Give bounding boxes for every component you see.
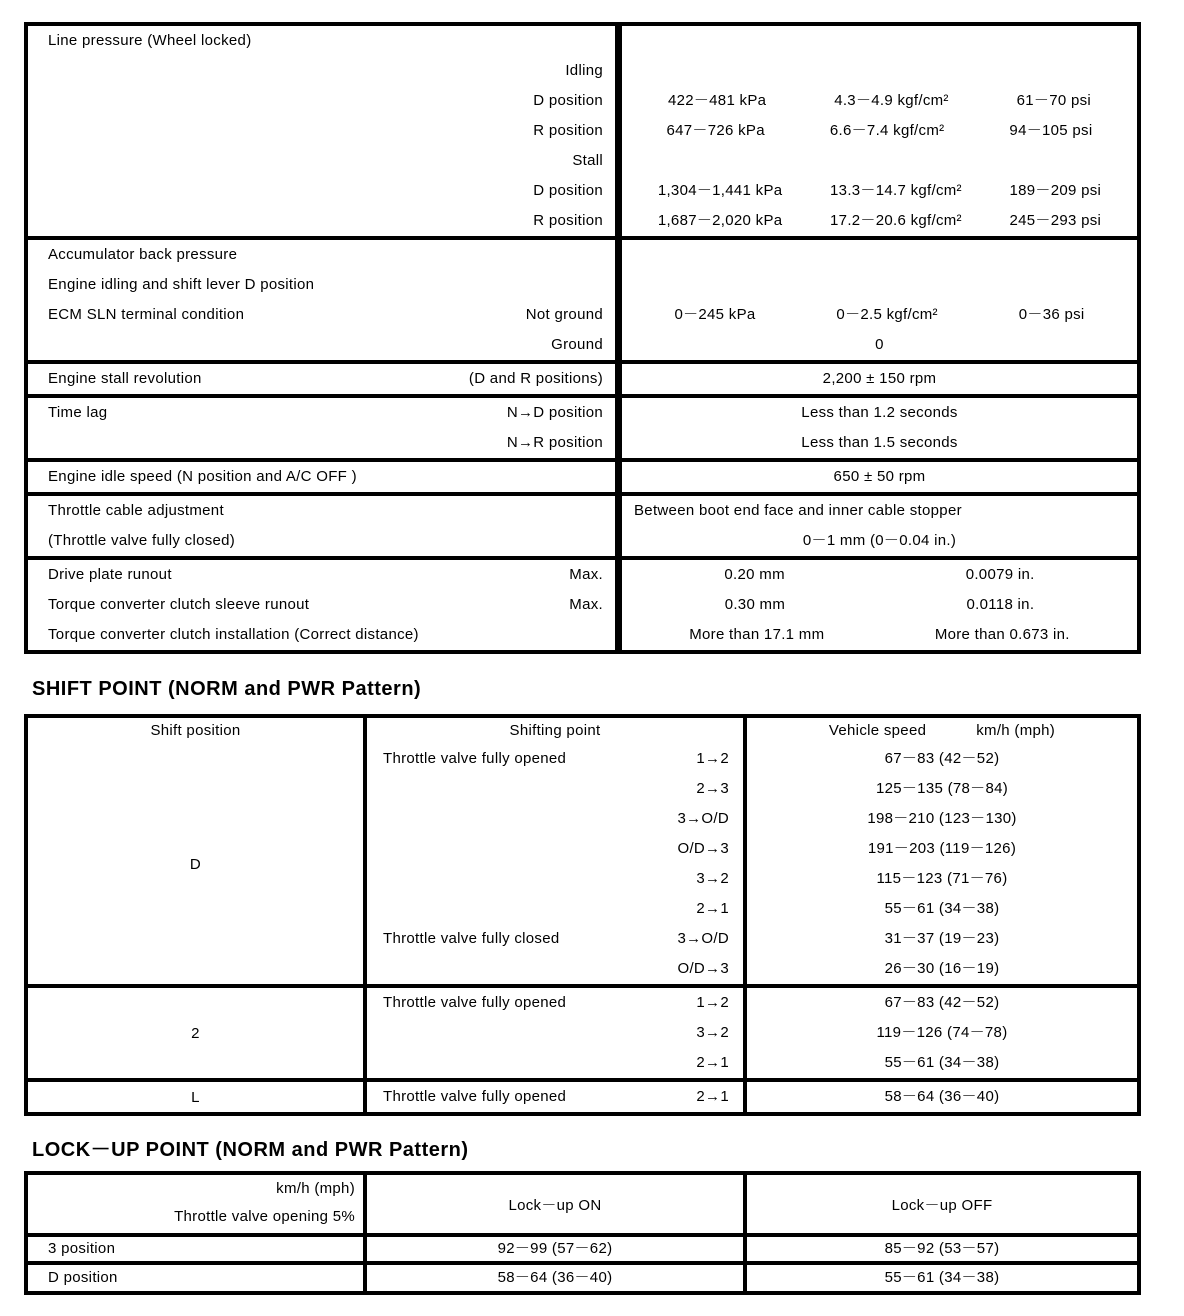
value: 61－70 psi: [1016, 92, 1092, 109]
throttle-condition: Throttle valve fully opened: [383, 994, 567, 1011]
shift-position: 2: [191, 1024, 200, 1042]
value: 0: [875, 336, 884, 353]
value: 0－245 kPa: [674, 306, 756, 323]
shift-position: D: [189, 855, 202, 873]
vehicle-speed: 67－83 (42－52): [884, 994, 1000, 1011]
shifting-point-row: [367, 924, 743, 954]
lockup-point-table: [24, 1171, 1141, 1295]
shifting-point-row: [367, 804, 743, 834]
shift-group-2: [28, 988, 1137, 1078]
vehicle-speed-row: [747, 1018, 1137, 1048]
value: Less than 1.2 seconds: [801, 404, 958, 421]
shift-change: 3→O/D: [677, 930, 729, 947]
label: Idling: [565, 62, 603, 79]
value: 6.6－7.4 kgf/cm²: [829, 122, 945, 139]
vehicle-speed-row: [747, 774, 1137, 804]
line-pressure-section: [28, 26, 1137, 236]
shift-change: 1→2: [696, 750, 729, 767]
column-header: Shifting point: [509, 722, 601, 739]
vehicle-speed: 198－210 (123－130): [867, 810, 1017, 827]
specifications-table: [24, 22, 1141, 654]
shift-change: 3→2: [696, 1024, 729, 1041]
shift-group-D: [28, 744, 1137, 984]
label: Torque converter clutch installation (Correct distance): [48, 626, 419, 643]
vehicle-speed: 115－123 (71－76): [876, 870, 1008, 887]
idle-section: [28, 462, 1137, 492]
value: 92－99 (57－62): [497, 1240, 613, 1257]
label: Torque converter clutch sleeve runout: [48, 596, 310, 613]
shift-group-L: [28, 1082, 1137, 1112]
label: Engine idle speed (N position and A/C OFF ): [48, 468, 357, 485]
vehicle-speed-row: [747, 954, 1137, 984]
shift-point-table: [24, 714, 1141, 1116]
vehicle-speed-row: [747, 988, 1137, 1018]
label: Accumulator back pressure: [48, 246, 238, 263]
shift-change: 3→O/D: [677, 810, 729, 827]
label: Engine idling and shift lever D position: [48, 276, 315, 293]
vehicle-speed: 31－37 (19－23): [884, 930, 1000, 947]
label: (Throttle valve fully closed): [48, 532, 236, 549]
shift-change: 2→1: [696, 900, 729, 917]
value: Between boot end face and inner cable stopper: [634, 502, 962, 519]
vehicle-speed: 125－135 (78－84): [875, 780, 1009, 797]
throttle-label: Throttle valve opening 5%: [174, 1208, 355, 1225]
value: More than 17.1 mm: [689, 626, 825, 643]
label: D position: [533, 182, 603, 199]
label: Line pressure (Wheel locked): [48, 32, 252, 49]
runout-section: [28, 560, 1137, 650]
value: 2,200 ± 150 rpm: [822, 370, 937, 387]
shift-change: 1→2: [696, 994, 729, 1011]
column-header: Vehicle speed: [828, 722, 927, 739]
value: 0－36 psi: [1018, 306, 1085, 323]
throttle-section: [28, 496, 1137, 556]
unit-label: km/h (mph): [276, 1180, 355, 1197]
value: 1,304－1,441 kPa: [657, 182, 783, 199]
label: Max.: [569, 596, 603, 613]
shifting-point-row: [367, 864, 743, 894]
label: Engine stall revolution: [48, 370, 202, 387]
label: Max.: [569, 566, 603, 583]
label: Time lag: [48, 404, 108, 421]
value: 0.0079 in.: [965, 566, 1035, 583]
table-row: [28, 1237, 1137, 1261]
shifting-point-row: [367, 954, 743, 984]
value: 85－92 (53－57): [884, 1240, 1000, 1257]
value: 0－1 mm (0－0.04 in.): [802, 532, 957, 549]
shifting-point-row: [367, 774, 743, 804]
throttle-condition: Throttle valve fully opened: [383, 1088, 567, 1105]
vehicle-speed-row: [747, 744, 1137, 774]
vehicle-speed: 26－30 (16－19): [884, 960, 1000, 977]
vehicle-speed-row: [747, 894, 1137, 924]
label: R position: [533, 212, 603, 229]
value: 647－726 kPa: [666, 122, 765, 139]
lockup-point-title: LOCK－UP POINT (NORM and PWR Pattern): [32, 1139, 469, 1161]
value: 1,687－2,020 kPa: [657, 212, 783, 229]
value: 58－64 (36－40): [497, 1269, 613, 1286]
value: 17.2－20.6 kgf/cm²: [830, 212, 962, 229]
column-header: Lock－up ON: [508, 1196, 602, 1214]
shift-change: 2→3: [696, 780, 729, 797]
accumulator-section: [28, 240, 1137, 360]
value: More than 0.673 in.: [934, 626, 1070, 643]
value: 94－105 psi: [1009, 122, 1093, 139]
shifting-point-row: [367, 894, 743, 924]
vehicle-speed: 58－64 (36－40): [884, 1088, 1000, 1105]
value: 55－61 (34－38): [884, 1269, 1000, 1286]
throttle-condition: Throttle valve fully opened: [383, 750, 567, 767]
vehicle-speed-row: [747, 1048, 1137, 1078]
position: 3 position: [48, 1240, 116, 1257]
shifting-point-row: [367, 744, 743, 774]
label: Not ground: [525, 306, 603, 323]
label: N→R position: [506, 434, 603, 451]
value: 189－209 psi: [1009, 182, 1102, 199]
vehicle-speed: 191－203 (119－126): [867, 840, 1017, 857]
value: 4.3－4.9 kgf/cm²: [834, 92, 949, 109]
table-row: [28, 1265, 1137, 1291]
label: R position: [533, 122, 603, 139]
vehicle-speed-row: [747, 864, 1137, 894]
shifting-point-row: [367, 988, 743, 1018]
vehicle-speed: 67－83 (42－52): [884, 750, 1000, 767]
value: 13.3－14.7 kgf/cm²: [830, 182, 962, 199]
vehicle-speed: 55－61 (34－38): [884, 1054, 1000, 1071]
vehicle-speed: 119－126 (74－78): [876, 1024, 1008, 1041]
value: 0.0118 in.: [966, 596, 1035, 613]
value: 245－293 psi: [1009, 212, 1102, 229]
vehicle-speed-row: [747, 924, 1137, 954]
value: 422－481 kPa: [667, 92, 767, 109]
vehicle-speed-row: [747, 1082, 1137, 1112]
column-header: Shift position: [150, 722, 241, 739]
value: Less than 1.5 seconds: [801, 434, 958, 451]
label: Stall: [572, 152, 603, 169]
throttle-condition: Throttle valve fully closed: [383, 930, 560, 947]
shifting-point-row: [367, 834, 743, 864]
shifting-point-row: [367, 1082, 743, 1112]
header-row: [28, 718, 1137, 744]
vehicle-speed-row: [747, 834, 1137, 864]
value: 0－2.5 kgf/cm²: [836, 306, 938, 323]
shift-change: 2→1: [696, 1088, 729, 1105]
label: Ground: [551, 336, 603, 353]
value: 0.30 mm: [724, 596, 786, 613]
time-lag-section: [28, 398, 1137, 458]
label: (D and R positions): [468, 370, 603, 387]
vehicle-speed-row: [747, 804, 1137, 834]
label: ECM SLN terminal condition: [48, 306, 245, 323]
shift-position: L: [191, 1088, 200, 1106]
label: Drive plate runout: [48, 566, 172, 583]
shifting-point-row: [367, 1048, 743, 1078]
column-header: Lock－up OFF: [891, 1196, 993, 1214]
shift-point-title: SHIFT POINT (NORM and PWR Pattern): [32, 678, 422, 700]
stall-section: [28, 364, 1137, 394]
label: Throttle cable adjustment: [48, 502, 224, 519]
column-header: km/h (mph): [976, 722, 1056, 739]
shifting-point-row: [367, 1018, 743, 1048]
shift-change: O/D→3: [677, 840, 729, 857]
shift-change: 2→1: [696, 1054, 729, 1071]
label: D position: [533, 92, 603, 109]
value: 0.20 mm: [724, 566, 785, 583]
label: N→D position: [506, 404, 603, 421]
shift-change: O/D→3: [677, 960, 729, 977]
position: D position: [48, 1269, 118, 1286]
shift-change: 3→2: [696, 870, 729, 887]
value: 650 ± 50 rpm: [833, 468, 926, 485]
header-row: [28, 1175, 1137, 1233]
vehicle-speed: 55－61 (34－38): [884, 900, 1000, 917]
